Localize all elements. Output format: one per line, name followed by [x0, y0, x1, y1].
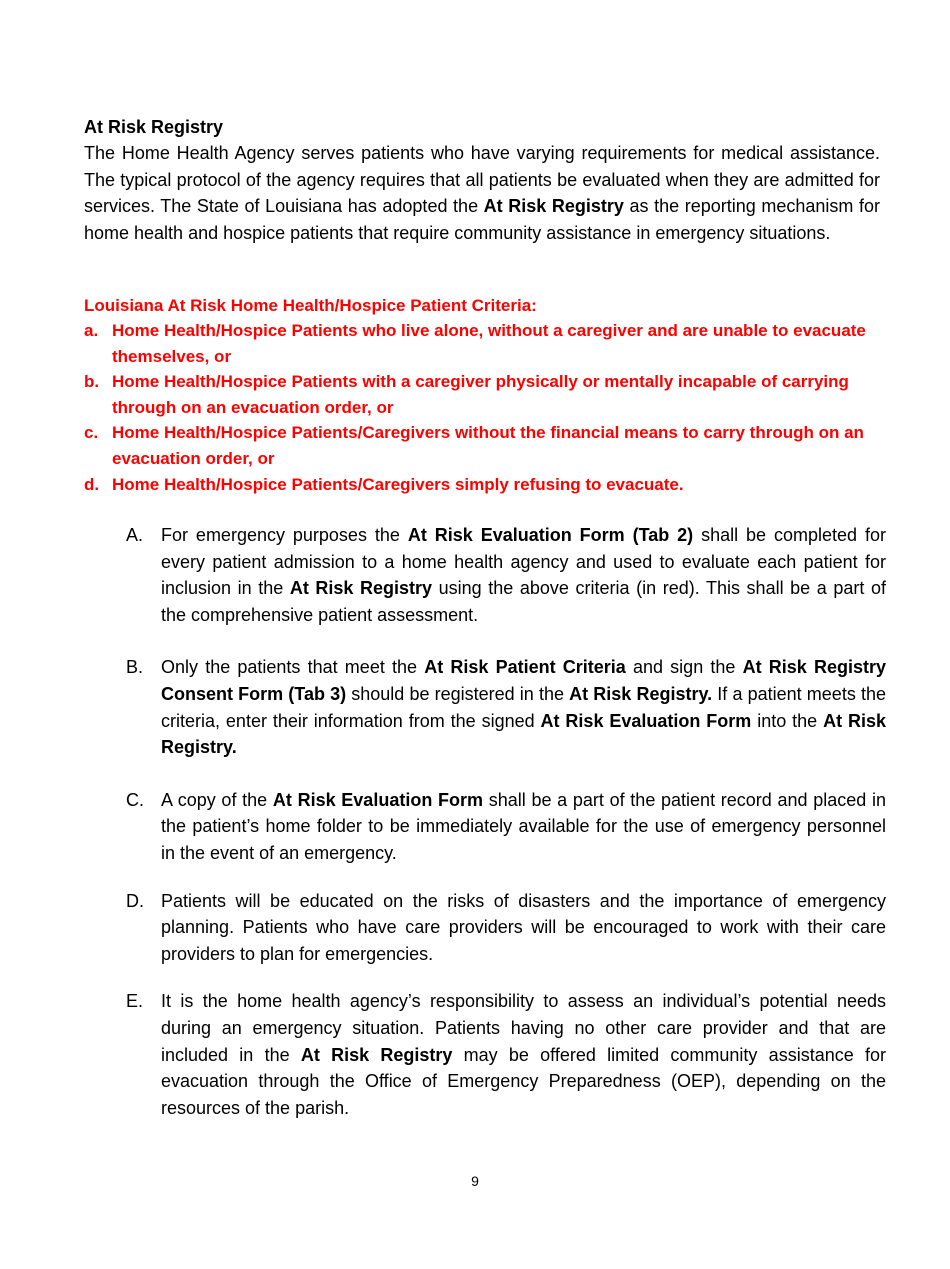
item-bold: At Risk Registry.	[161, 710, 887, 758]
item-bold: At Risk Evaluation Form	[540, 710, 752, 731]
page-number: 9	[471, 1173, 479, 1189]
criteria-text: Home Health/Hospice Patients/Caregivers simply refusing to evacuate.	[112, 474, 684, 494]
item-text: shall be completed for every patient admission to a home health agency and used to evaluate each patient for inclusion in the	[161, 525, 886, 599]
criteria-item-c	[84, 420, 884, 471]
item-marker: E.	[126, 991, 144, 1012]
criteria-marker: c.	[84, 423, 99, 443]
criteria-text: Home Health/Hospice Patients who live alone, without a caregiver and are unable to evacuate themselves, or	[112, 321, 866, 366]
item-text: shall be a part of the patient record and placed in the patient’s home folder to be immediately available for the use of emergency personnel in the event of an emergency.	[161, 789, 886, 863]
criteria-item-d	[84, 472, 884, 498]
procedure-item-c	[126, 787, 886, 867]
criteria-marker: b.	[84, 372, 100, 392]
intro-bold-registry: At Risk Registry	[483, 196, 624, 216]
item-bold: At Risk Registry.	[569, 683, 713, 704]
item-text: Only the patients that meet the	[161, 657, 425, 678]
item-text: If a patient meets the criteria, enter their information from the signed	[161, 683, 886, 731]
item-text: should be registered in the	[346, 683, 570, 704]
item-bold: At Risk Registry Consent Form (Tab 3)	[161, 657, 886, 704]
criteria-list	[84, 318, 884, 497]
item-bold: At Risk Evaluation Form (Tab 2)	[407, 525, 694, 545]
criteria-marker: a.	[84, 321, 99, 340]
item-marker: C.	[126, 789, 144, 810]
item-bold: At Risk Evaluation Form	[272, 789, 484, 810]
criteria-item-a	[84, 318, 884, 369]
intro-text-2: as the reporting mechanism for home health and hospice patients that require community assistance in emergency situations.	[84, 196, 880, 243]
procedure-item-b	[126, 654, 886, 760]
criteria-text: Home Health/Hospice Patients with a caregiver physically or mentally incapable of carrying through on an evacuation order, or	[112, 372, 849, 417]
item-text: Patients will be educated on the risks of disasters and the importance of emergency planning. Patients who have care providers will be encouraged to work with their care providers to plan for emergencies.	[161, 890, 886, 964]
section-title: At Risk Registry	[84, 117, 224, 137]
item-text: using the above criteria (in red). This shall be a part of the comprehensive patient assessment.	[161, 578, 886, 625]
item-bold: At Risk Registry	[300, 1044, 453, 1065]
item-bold: At Risk Patient Criteria	[424, 657, 626, 678]
item-text: may be offered limited community assistance for evacuation through the Office of Emergency Preparedness (OEP), depending on the resources of the parish.	[161, 1044, 886, 1118]
intro-text-1: The Home Health Agency serves patients who have varying requirements for medical assistance. The typical protocol of the agency requires that all patients be evaluated when they are admitted for services. The State of Louisiana has adopted the	[84, 143, 880, 216]
item-text: A copy of the	[161, 789, 273, 810]
procedure-item-a	[126, 522, 886, 628]
item-text: For emergency purposes the	[161, 525, 408, 545]
intro-paragraph	[84, 140, 880, 246]
item-text: and sign the	[625, 657, 743, 678]
criteria-item-b	[84, 369, 884, 420]
item-marker: A.	[126, 525, 144, 545]
criteria-heading: Louisiana At Risk Home Health/Hospice Patient Criteria:	[84, 296, 537, 315]
criteria-text: Home Health/Hospice Patients/Caregivers without the financial means to carry through on an evacuation order, or	[112, 423, 864, 468]
item-body	[161, 888, 886, 968]
item-text: It is the home health agency’s responsibility to assess an individual’s potential needs during an emergency situation. Patients having no other care provider and that are included in the	[161, 991, 886, 1065]
item-body	[161, 988, 886, 1121]
item-text: into the	[751, 710, 824, 731]
item-bold: At Risk Registry	[289, 578, 433, 599]
procedure-list	[126, 522, 886, 1121]
procedure-item-e	[126, 988, 886, 1121]
procedure-item-d	[126, 888, 886, 968]
item-marker: B.	[126, 657, 144, 678]
criteria-marker: d.	[84, 474, 100, 494]
item-body	[161, 654, 886, 760]
item-body	[161, 787, 886, 867]
item-marker: D.	[126, 890, 144, 911]
item-body	[161, 522, 886, 628]
